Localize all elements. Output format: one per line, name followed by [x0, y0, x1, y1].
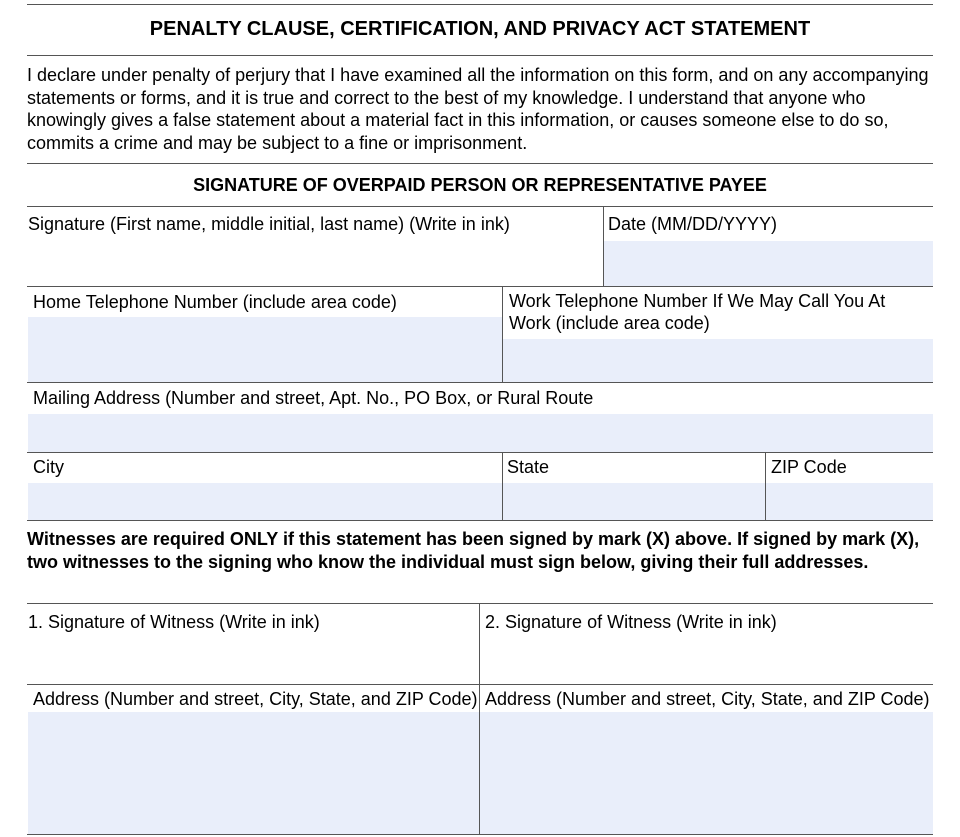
witness2-address-label: Address (Number and street, City, State, and ZIP Code) — [485, 689, 930, 709]
witness1-signature-field[interactable] — [28, 638, 479, 684]
mailing-address-label: Mailing Address (Number and street, Apt. No., PO Box, or Rural Route — [33, 388, 594, 408]
state-field[interactable] — [503, 483, 765, 520]
witness-note: Witnesses are required ONLY if this statement has been signed by mark (X) above. If signed by mark (X), two witnesses to the signing who know the individual must sign below, giving their full addresses. — [27, 529, 920, 572]
title-rule — [27, 55, 933, 56]
declaration-rule — [27, 163, 933, 164]
address-row-rule — [27, 452, 933, 453]
witness2-address-field[interactable] — [480, 712, 933, 834]
work-phone-field[interactable] — [503, 339, 933, 382]
zip-label: ZIP Code — [771, 457, 847, 477]
phone-row-rule — [27, 382, 933, 383]
witness1-signature-label: 1. Signature of Witness (Write in ink) — [28, 612, 320, 632]
city-field[interactable] — [28, 483, 502, 520]
mailing-address-field[interactable] — [28, 414, 933, 452]
city-row-rule — [27, 520, 933, 521]
state-label: State — [507, 457, 550, 477]
witness-signature-rule — [27, 684, 933, 685]
work-phone-label-line2: Work (include area code) — [509, 313, 710, 333]
witness1-address-field[interactable] — [28, 712, 479, 834]
witness-note-rule — [27, 603, 933, 604]
home-phone-label: Home Telephone Number (include area code) — [33, 292, 397, 312]
signature-section-heading: SIGNATURE OF OVERPAID PERSON OR REPRESENTATIVE PAYEE — [193, 175, 767, 195]
declaration-text: I declare under penalty of perjury that I have examined all the information on this form, and on any accompanying statements or forms, and it is true and correct to the best of my knowledge. I understand that anyone who knowingly gives a false statement about a material fact in this information, or causes someone else to do so, commits a crime and may be subject to a fine or imprisonment. — [27, 65, 929, 153]
city-label: City — [33, 457, 64, 477]
witness2-signature-field[interactable] — [480, 638, 933, 684]
signature-field[interactable] — [28, 240, 602, 285]
home-phone-field[interactable] — [28, 317, 502, 382]
zip-field[interactable] — [766, 483, 933, 520]
top-rule — [27, 4, 933, 5]
page-title: PENALTY CLAUSE, CERTIFICATION, AND PRIVACY ACT STATEMENT — [149, 18, 811, 40]
date-label: Date (MM/DD/YYYY) — [608, 214, 778, 234]
date-field[interactable] — [604, 241, 933, 286]
witness1-address-label: Address (Number and street, City, State, and ZIP Code) — [33, 689, 478, 709]
signature-row-rule — [27, 286, 933, 287]
witness2-signature-label: 2. Signature of Witness (Write in ink) — [485, 612, 777, 632]
heading-rule — [27, 206, 933, 207]
work-phone-label-line1: Work Telephone Number If We May Call You At — [509, 291, 886, 311]
bottom-rule — [27, 834, 933, 835]
signature-label: Signature (First name, middle initial, last name) (Write in ink) — [28, 214, 510, 234]
